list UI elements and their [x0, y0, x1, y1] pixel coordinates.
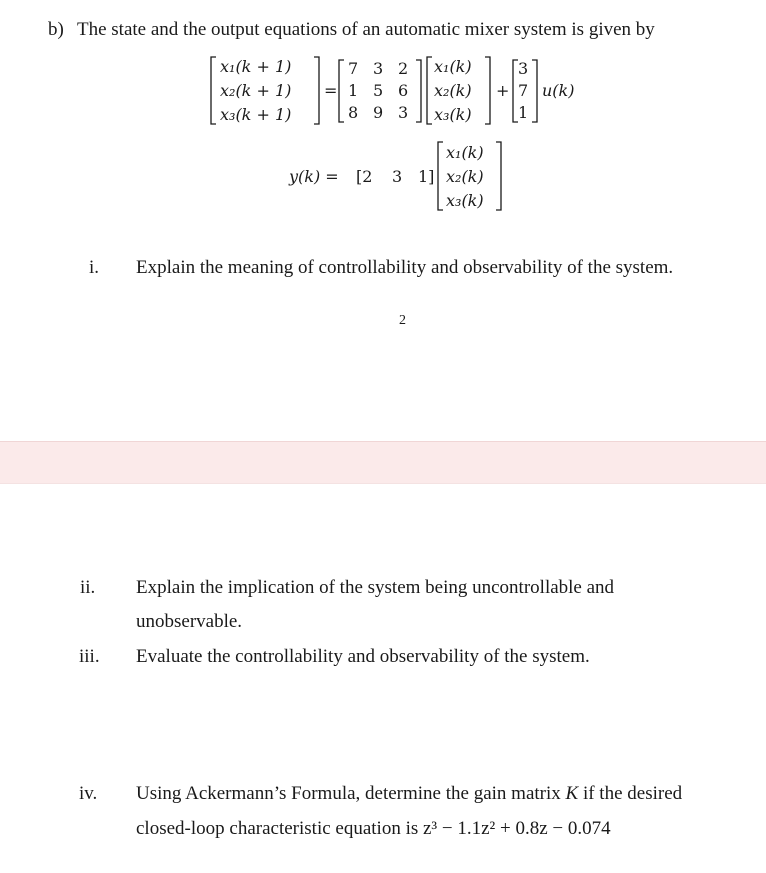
c-cell: [2: [356, 167, 373, 186]
question-text: Explain the meaning of controllability and observability of the system.: [136, 257, 674, 278]
y-x-row-1: x₁(k): [446, 143, 484, 162]
a-cell: 2: [398, 59, 409, 78]
lhs-row-3: x₃(k + 1): [220, 105, 292, 124]
question-number: ii.: [80, 577, 96, 598]
a-cell: 9: [373, 103, 384, 122]
question-text-b: if the desired: [578, 783, 683, 804]
y-x-bracket-left: [438, 142, 443, 210]
question-text: Evaluate the controllability and observability of the system.: [136, 646, 590, 667]
input-u: u(k): [542, 81, 575, 100]
a-cell: 3: [373, 59, 384, 78]
lhs-row-2: x₂(k + 1): [220, 81, 292, 100]
x-row-1: x₁(k): [434, 57, 472, 76]
a-cell: 5: [373, 81, 384, 100]
question-number: iv.: [79, 783, 98, 804]
lhs-row-1: x₁(k + 1): [220, 57, 292, 76]
c-cell: 3: [392, 167, 403, 186]
question-number: i.: [89, 257, 100, 278]
equals-sign: =: [324, 81, 338, 100]
page-break-band: [0, 441, 766, 484]
x-row-2: x₂(k): [434, 81, 472, 100]
question-text-a: Using Ackermann’s Formula, determine the gain matrix: [136, 783, 566, 804]
lhs-bracket-right: [314, 57, 319, 124]
question-text-continued: closed-loop characteristic equation is z³ − 1.1z² + 0.8z − 0.074: [136, 818, 611, 839]
gain-matrix-symbol: K: [565, 783, 579, 804]
b-bracket-right: [532, 60, 537, 122]
b-cell: 7: [518, 81, 529, 100]
problem-intro: The state and the output equations of an automatic mixer system is given by: [77, 19, 655, 40]
output-lhs: y(k) =: [289, 167, 339, 186]
y-x-bracket-right: [496, 142, 501, 210]
question-number: iii.: [79, 646, 100, 667]
plus-sign: +: [496, 81, 510, 100]
a-cell: 1: [348, 81, 359, 100]
a-cell: 8: [348, 103, 359, 122]
b-cell: 3: [518, 59, 529, 78]
a-cell: 6: [398, 81, 409, 100]
a-cell: 7: [348, 59, 359, 78]
question-text: [136, 784, 682, 803]
problem-label: b): [48, 19, 64, 40]
b-cell: 1: [518, 103, 529, 122]
marks-label: 2: [399, 313, 406, 328]
y-x-row-3: x₃(k): [446, 191, 484, 210]
x-bracket-left: [427, 57, 432, 124]
a-bracket-right: [416, 60, 421, 122]
y-x-row-2: x₂(k): [446, 167, 484, 186]
question-text-continued: unobservable.: [136, 611, 243, 632]
a-bracket-left: [339, 60, 344, 122]
x-bracket-right: [485, 57, 490, 124]
x-row-3: x₃(k): [434, 105, 472, 124]
a-cell: 3: [398, 103, 409, 122]
lhs-bracket-left: [211, 57, 216, 124]
question-text: Explain the implication of the system being uncontrollable and: [136, 577, 615, 598]
c-cell: 1]: [418, 167, 435, 186]
